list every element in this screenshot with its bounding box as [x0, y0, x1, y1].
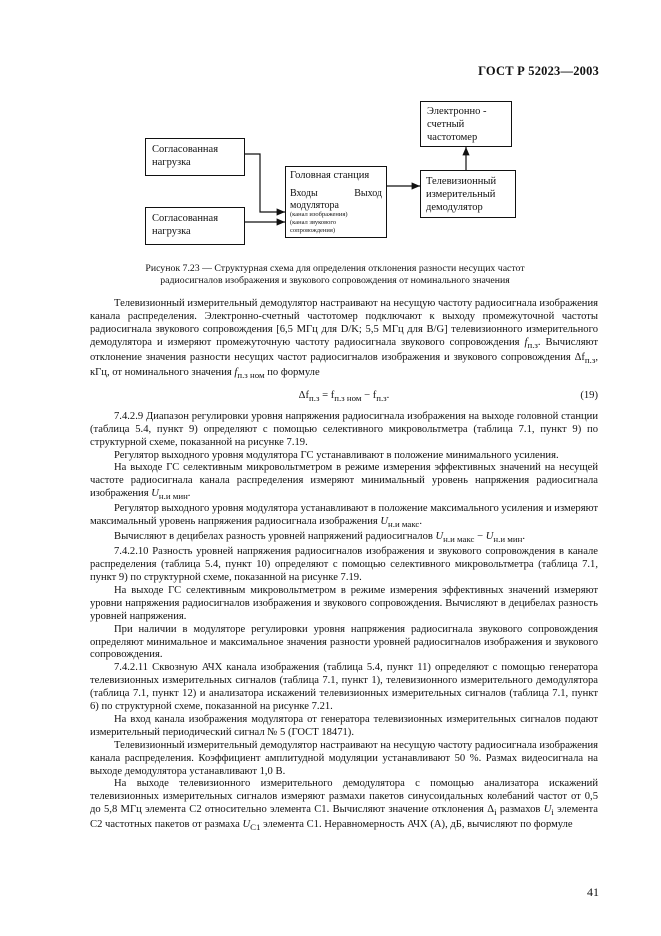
p13-u2: U: [242, 819, 251, 831]
p1-tail-sub: п.з: [584, 354, 596, 365]
paragraph-8: На выходе ГС селективным микровольтметром в режиме измерения эффективных значений измеряют уровни напряжения радиосигналов изображения и звукового сопровождения. Вычисляют в децибелах разность уровней напряжения.: [90, 584, 598, 622]
paragraph-9: При наличии в модуляторе регулировки уровня напряжения радиосигнала звукового сопровождения определяют минимальное и максимальное значения разности уровней радиосигналов изображения и звукового сопровождения.: [90, 623, 598, 661]
paragraph-5: [90, 503, 598, 531]
demodulator-line2: измерительный: [426, 189, 496, 200]
head-station-video-channel: (канал изображения): [290, 211, 348, 218]
p4-text: На выходе ГС селективным микровольтметром в режиме измерения эффективных значений на несущей частоте радиосигнала канала распределения измеряют минимальный уровень напряжения радиосигнала изображения: [90, 462, 598, 500]
head-station-audio-channel-1: (канал звукового: [290, 219, 337, 226]
head-station-inputs: Входы: [290, 188, 318, 199]
p1-f2: f: [234, 366, 238, 378]
p13-a: На выходе телевизионного измерительного демодулятора с помощью анализатора искажений телевизионных измерительных сигналов измеряют размахи пакетов синусоидальных колебаний частот от 0,5 до 5,8 МГц элемента С2 относительно элемента С1. Вычисляют значение отклонения Δ: [90, 778, 598, 816]
formula-sub1: п.з: [309, 392, 320, 403]
p13-sub3: C1: [250, 822, 261, 833]
formula-sub3: п.з: [376, 392, 387, 403]
formula-19: [90, 390, 598, 405]
formula-left: Δf: [298, 389, 310, 401]
paragraph-13: [90, 778, 598, 834]
body-text: [90, 298, 598, 834]
p4-sub: н.и мин: [158, 491, 188, 502]
paragraph-10: 7.4.2.11 Сквозную АЧХ канала изображения (таблица 5.4, пункт 11) определяют с помощью генератора телевизионных измерительных сигналов (таблица 7.1, пункт 1), телевизионного измерительного демодулятора (таблица 7.1, пункт 12) и анализатора искажений телевизионных измерительных сигналов (таблица 7.1, пункт 6) по структурной схеме, показанной на рисунке 7.21.: [90, 662, 598, 713]
p1-f2sub: п.з ном: [237, 369, 265, 380]
p6-end: .: [522, 531, 525, 543]
demodulator-box: [420, 170, 516, 218]
p13-u: U: [543, 804, 552, 816]
page-number: 41: [587, 885, 599, 899]
p1-text: Телевизионный измерительный демодулятор настраивают на несущую частоту радиосигнала изображения канала распределения. Электронно-счетный частотомер подключают к выходу промежуточной частоты радиосигнала звукового сопровождения [6,5 МГц для D/K; 5,5 МГц для B/G] телевизионного измерительного демодулятора и измеряют промежуточную частоту радиосигнала звукового сопровождения: [90, 298, 598, 348]
p1-f: f: [524, 336, 528, 348]
document-header: ГОСТ Р 52023—2003: [478, 64, 599, 78]
counter-line3: частотомер: [427, 132, 478, 143]
paragraph-7: 7.4.2.10 Разность уровней напряжения радиосигналов изображения и звукового сопровождения в канале распределения (таблица 5.4, пункт 10) определяют с помощью селективного микровольтметра (таблица 7.1, пункт 9) по структурной схеме, показанной на рисунке 7.19.: [90, 546, 598, 583]
matched-load-2-line2: нагрузка: [152, 226, 191, 237]
paragraph-6: [90, 531, 598, 546]
paragraph-1: [90, 298, 598, 382]
head-station-title: Головная станция: [290, 170, 370, 181]
p13-d: элемента С1. Неравномерность АЧХ (А), дБ, вычисляют по формуле: [260, 819, 573, 831]
frequency-counter-box: [420, 101, 512, 147]
p6-u1: U: [435, 531, 444, 543]
p13-sub1: i: [494, 807, 497, 818]
p1-tail2: , кГц, от номинального значения: [90, 351, 598, 378]
matched-load-1-line2: нагрузка: [152, 157, 191, 168]
head-station-output: Выход: [354, 188, 382, 199]
head-station-audio-channel-2: сопровождения): [290, 227, 336, 234]
figure-caption: [100, 263, 570, 287]
p13-c: элемента С2 частотных пакетов от размаха: [90, 804, 599, 831]
demodulator-line1: Телевизионный: [426, 176, 497, 187]
caption-line2: радиосигналов изображения и звукового сопровождения от номинального значения: [160, 275, 510, 286]
block-diagram: [0, 0, 661, 260]
formula-sub2: п.з ном: [334, 392, 362, 403]
p5-u: U: [380, 516, 389, 528]
p1-tail: . Вычисляют отклонение значения разности несущих частот радиосигналов изображения и звукового сопровождения Δf: [90, 336, 598, 363]
p6-u2: U: [485, 531, 494, 543]
p6-sub1: н.и макс: [443, 534, 475, 545]
counter-line1: Электронно -: [427, 106, 487, 117]
p13-b: размахов: [496, 804, 544, 816]
p5-end: .: [419, 516, 422, 528]
matched-load-box-1: [145, 138, 245, 176]
p1-end: по формуле: [264, 366, 320, 378]
demodulator-line3: демодулятор: [426, 202, 483, 213]
formula-mid2: − f: [361, 389, 377, 401]
p5-text: Регулятор выходного уровня модулятора устанавливают в положение максимального усиления и измеряют максимальный уровень напряжения радиосигнала изображения: [90, 503, 598, 528]
matched-load-1-line1: Согласованная: [152, 144, 219, 155]
counter-line2: счетный: [427, 119, 465, 130]
paragraph-2: 7.4.2.9 Диапазон регулировки уровня напряжения радиосигнала изображения на выходе головной станции (таблица 5.4, пункт 9) определяют с помощью селективного микровольтметра (таблица 7.1, пункт 9) по структурной схеме, показанной на рисунке 7.19.: [90, 410, 598, 448]
head-station-box: [285, 166, 387, 238]
p6-sub2: н.и мин: [493, 534, 523, 545]
formula-number: (19): [580, 389, 598, 401]
paragraph-11: На вход канала изображения модулятора от генератора телевизионных измерительных сигналов подают измерительный периодический сигнал № 5 (ГОСТ 18471).: [90, 713, 598, 738]
formula-mid: = f: [319, 389, 335, 401]
p4-end: .: [187, 488, 191, 500]
paragraph-4: [90, 462, 598, 503]
matched-load-2-line1: Согласованная: [152, 213, 219, 224]
p5-sub: н.и макс: [388, 519, 420, 530]
head-station-modulator: модулятора: [290, 200, 339, 211]
paragraph-3: Регулятор выходного уровня модулятора ГС устанавливают в положение минимального усиления.: [114, 449, 559, 461]
p6-text: Вычисляют в децибелах разность уровней напряжений радиосигналов: [114, 531, 436, 543]
p13-sub2: i: [551, 807, 554, 818]
matched-load-box-2: [145, 207, 245, 245]
paragraph-12: Телевизионный измерительный демодулятор настраивают на несущую частоту радиосигнала изображения канала распределения. Коэффициент амплитудной модуляции устанавливают 50 %. Размах видеосигнала на выходе демодулятора устанавливают 1,0 В.: [90, 739, 598, 777]
p6-mid: −: [474, 531, 486, 543]
p4-u: U: [151, 488, 159, 500]
caption-line1: Рисунок 7.23 — Структурная схема для определения отклонения разности несущих частот: [145, 263, 525, 274]
connector-load1: [245, 154, 285, 212]
p1-fsub: п.з: [527, 339, 538, 350]
formula-dot: .: [386, 389, 390, 401]
